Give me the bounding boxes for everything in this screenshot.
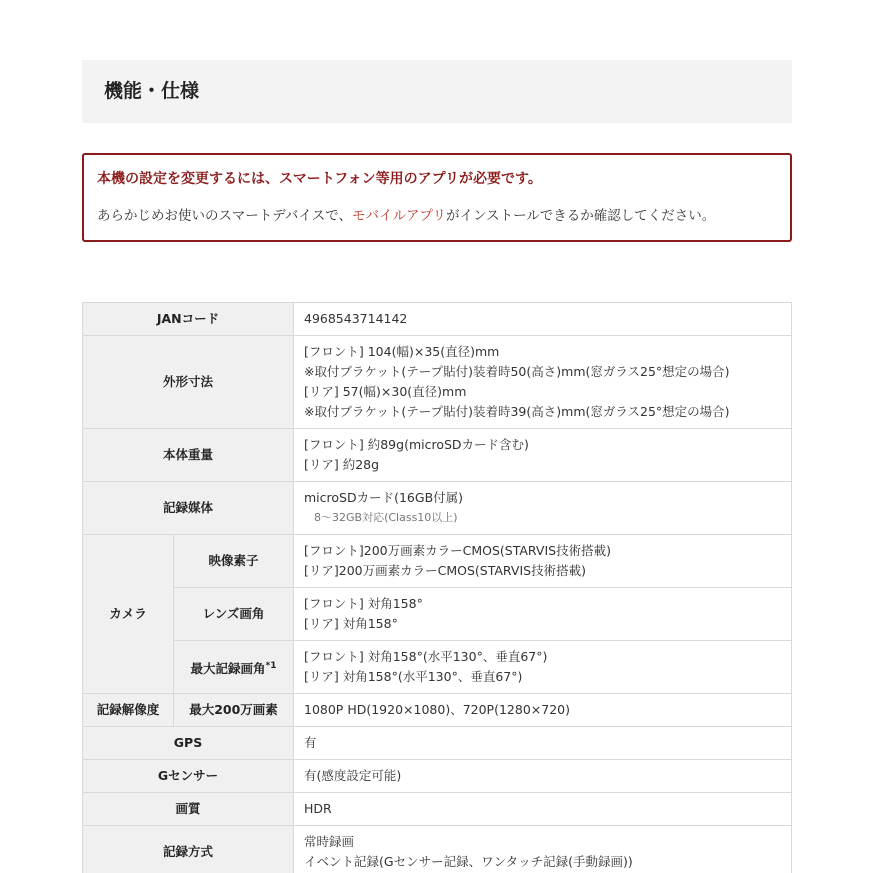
method-line: 常時録画: [304, 834, 355, 849]
app-required-notice: [82, 153, 792, 242]
notice-body: [97, 206, 790, 226]
lens-line: [リア] 対角158°: [304, 616, 398, 631]
spec-label-gps: GPS: [83, 727, 294, 760]
spec-value-max-angle: [294, 641, 792, 694]
spec-value-dimensions: [294, 336, 792, 429]
spec-row-quality: [83, 793, 792, 826]
spec-row-camera-lens: [83, 588, 792, 641]
spec-value-gps: 有: [294, 727, 792, 760]
spec-value-lens: [294, 588, 792, 641]
max-angle-label: 最大記録画角: [190, 660, 266, 676]
spec-row-gps: [83, 727, 792, 760]
method-line: イベント記録(Gセンサー記録、ワンタッチ記録(手動録画)): [304, 854, 633, 869]
media-note: 8～32GB対応(Class10以上): [314, 511, 458, 524]
notice-body-text-after: がインストールできるか確認してください。: [445, 208, 716, 224]
spec-label-max-angle: [174, 641, 294, 694]
spec-value-quality: HDR: [294, 793, 792, 826]
spec-row-resolution: [83, 694, 792, 727]
spec-sublabel-resolution: 最大200万画素: [174, 694, 294, 727]
spec-row-media: [83, 482, 792, 535]
spec-value-gsensor: 有(感度設定可能): [294, 760, 792, 793]
spec-label-media: 記録媒体: [83, 482, 294, 535]
spec-label-weight: 本体重量: [83, 429, 294, 482]
weight-line: [フロント] 約89g(microSDカード含む): [304, 437, 529, 452]
section-title: 機能・仕様: [82, 60, 792, 123]
spec-value-method: [294, 826, 792, 873]
spec-label-jan: JANコード: [83, 303, 294, 336]
dimensions-line: ※取付ブラケット(テープ貼付)装着時39(高さ)mm(窓ガラス25°想定の場合): [304, 404, 730, 419]
spec-value-resolution: 1080P HD(1920×1080)、720P(1280×720): [294, 694, 792, 727]
notice-heading: 本機の設定を変更するには、スマートフォン等用のアプリが必要です。: [97, 171, 542, 187]
mobile-app-link[interactable]: モバイルアプリ: [352, 208, 446, 224]
spec-row-camera-max-angle: [83, 641, 792, 694]
weight-line: [リア] 約28g: [304, 457, 380, 472]
spec-label-sensor: 映像素子: [174, 535, 294, 588]
spec-label-lens: レンズ画角: [174, 588, 294, 641]
spec-label-camera: カメラ: [83, 535, 174, 694]
sensor-line: [リア]200万画素カラーCMOS(STARVIS技術搭載): [304, 563, 586, 578]
sensor-line: [フロント]200万画素カラーCMOS(STARVIS技術搭載): [304, 543, 611, 558]
spec-label-dimensions: 外形寸法: [83, 336, 294, 429]
dimensions-line: [フロント] 104(幅)×35(直径)mm: [304, 344, 500, 359]
max-angle-line: [リア] 対角158°(水平130°、垂直67°): [304, 669, 523, 684]
spec-value-sensor: [294, 535, 792, 588]
spec-row-method: [83, 826, 792, 873]
spec-value-jan: 4968543714142: [294, 303, 792, 336]
spec-label-gsensor: Gセンサー: [83, 760, 294, 793]
spec-row-weight: [83, 429, 792, 482]
spec-row-camera-sensor: [83, 535, 792, 588]
dimensions-line: [リア] 57(幅)×30(直径)mm: [304, 384, 467, 399]
spec-value-media: [294, 482, 792, 535]
notice-body-text-before: あらかじめお使いのスマートデバイスで、: [97, 208, 353, 224]
spec-label-quality: 画質: [83, 793, 294, 826]
footnote-marker: *1: [265, 660, 277, 671]
spec-label-method: 記録方式: [83, 826, 294, 873]
lens-line: [フロント] 対角158°: [304, 596, 423, 611]
spec-value-weight: [294, 429, 792, 482]
dimensions-line: ※取付ブラケット(テープ貼付)装着時50(高さ)mm(窓ガラス25°想定の場合): [304, 364, 730, 379]
spec-row-jan: [83, 303, 792, 336]
max-angle-line: [フロント] 対角158°(水平130°、垂直67°): [304, 649, 548, 664]
spec-row-dimensions: [83, 336, 792, 429]
spec-label-resolution: 記録解像度: [83, 694, 174, 727]
spec-table: [82, 302, 792, 873]
media-value: microSDカード(16GB付属): [304, 490, 464, 505]
spec-row-gsensor: [83, 760, 792, 793]
